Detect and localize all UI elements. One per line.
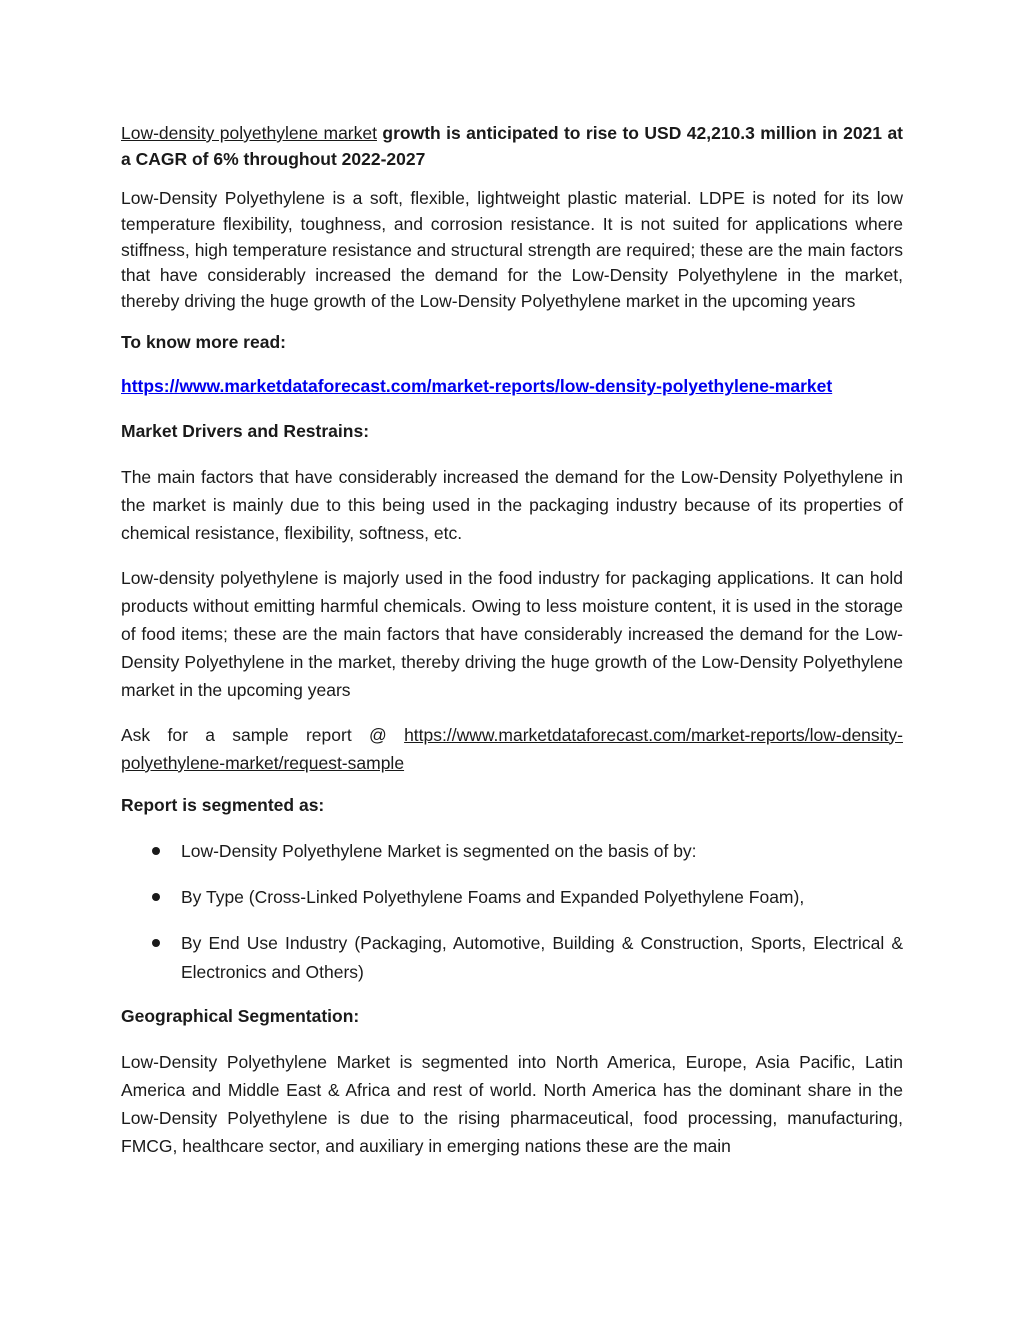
list-item-text: Low-Density Polyethylene Market is segmented on the basis of by: [181, 841, 697, 862]
geo-heading: Geographical Segmentation: [121, 1005, 360, 1026]
geo-paragraph: Low-Density Polyethylene Market is segmented into North America, Europe, Asia Pacific, Latin America and Middle East & Africa and rest of world. North America has the dominant share in the Low-Density Polyethylene is due to the rising pharmaceutical, food processing, manufacturing, FMCG, healthcare sector, and auxiliary in emerging nations these are the main [121, 1051, 903, 1157]
intro-paragraph: Low-Density Polyethylene is a soft, flexible, lightweight plastic material. LDPE is noted for its low temperature flexibility, toughness, and corrosion resistance. It is not suited for applications where stiffness, high temperature resistance and structural strength are required; these are the main factors that have considerably increased the demand for the Low-Density Polyethylene in the market, thereby driving the huge growth of the Low-Density Polyethylene market in the upcoming years [121, 188, 903, 312]
bullet-icon [152, 893, 160, 901]
list-item [121, 929, 903, 985]
document-page [121, 120, 903, 1161]
bullet-icon [152, 939, 160, 947]
drivers-heading: Market Drivers and Restrains: [121, 420, 370, 441]
drivers-paragraph-2: Low-density polyethylene is majorly used in the food industry for packaging applications. It can hold products without emitting harmful chemicals. Owing to less moisture content, it is used in the storage of food items; these are the main factors that have considerably increased the demand for the Low-Density Polyethylene in the market, thereby driving the huge growth of the Low-Density Polyethylene market in the upcoming years [121, 567, 903, 701]
document-title [121, 120, 903, 172]
sample-request-link[interactable]: https://www.marketdataforecast.com/market-reports/low-density-polyethylene-market/request-sample [121, 724, 903, 773]
report-url-link[interactable]: https://www.marketdataforecast.com/market-reports/low-density-polyethylene-market [121, 375, 833, 396]
bullet-icon [152, 847, 160, 855]
segments-list [121, 837, 903, 986]
drivers-paragraph-1: The main factors that have considerably increased the demand for the Low-Density Polyethylene in the market is mainly due to this being used in the packaging industry because of its properties of chemical resistance, flexibility, softness, etc. [121, 466, 903, 544]
list-item-text: By Type (Cross-Linked Polyethylene Foams and Expanded Polyethylene Foam), [181, 887, 805, 908]
sample-prefix: Ask for a sample report @ [121, 724, 405, 745]
title-market-link[interactable]: Low-density polyethylene market [121, 123, 377, 143]
title-text: growth is anticipated to rise to USD 42,210.3 million in 2021 at a CAGR of 6% throughout 2022-2027 [121, 123, 904, 169]
list-item-text: By End Use Industry (Packaging, Automotive, Building & Construction, Sports, Electrical & Electronics and Others) [181, 933, 903, 982]
list-item [121, 837, 903, 865]
segments-heading: Report is segmented as: [121, 795, 325, 816]
list-item [121, 883, 903, 911]
read-more-heading: To know more read: [121, 331, 286, 352]
sample-request-paragraph [121, 721, 903, 777]
